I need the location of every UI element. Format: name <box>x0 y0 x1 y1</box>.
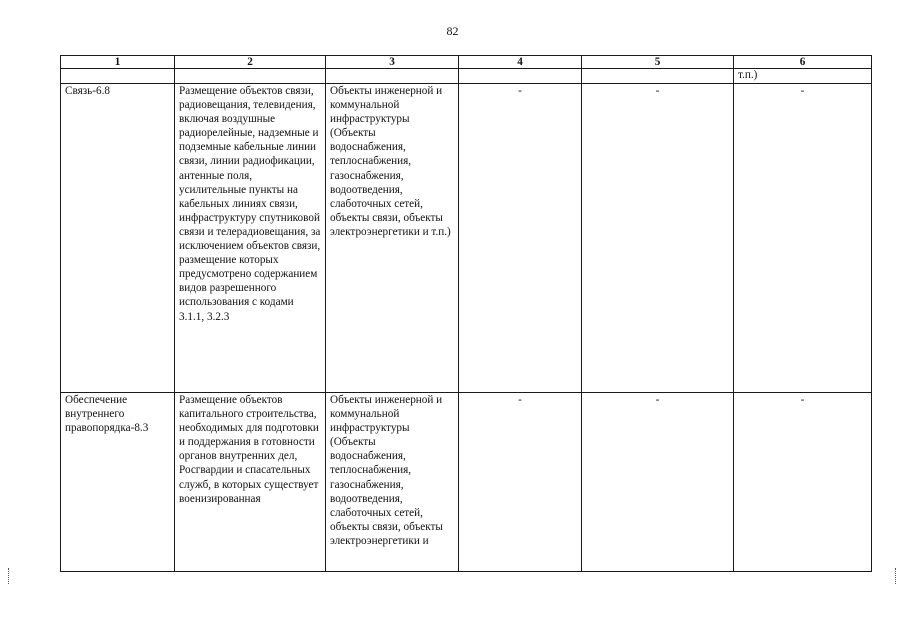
continuation-cell-2 <box>175 69 326 84</box>
column-header-3: 3 <box>326 56 459 69</box>
continuation-cell-1 <box>61 69 175 84</box>
column-header-6: 6 <box>734 56 872 69</box>
col6-value: - <box>734 84 872 393</box>
permitted-objects: Объекты инженерной и коммунальной инфраструктуры (Объекты водоснабжения, теплоснабжения, газоснабжения, водоотведения, слаботочных сетей, объекты связи, объекты электроэнергетики и т.п.) <box>326 84 459 393</box>
col5-value: - <box>582 84 734 393</box>
continuation-row <box>61 69 872 84</box>
column-header-2: 2 <box>175 56 326 69</box>
use-type-name: Обеспечение внутреннего правопорядка-8.3 <box>61 393 175 572</box>
col5-value: - <box>582 393 734 572</box>
col6-value: - <box>734 393 872 572</box>
column-header-4: 4 <box>459 56 582 69</box>
header-row <box>61 56 872 69</box>
zoning-table <box>60 55 872 572</box>
table-row <box>61 393 872 572</box>
col4-value: - <box>459 84 582 393</box>
column-header-1: 1 <box>61 56 175 69</box>
page-number: 82 <box>446 24 459 38</box>
use-type-description: Размещение объектов связи, радиовещания, телевидения, включая воздушные радиорелейные, надземные и подземные кабельные линии связи, линии радиофикации, антенные поля, усилительные пункты на кабельных линиях связи, инфраструктуру спутниковой связи и телерадиовещания, за исключением объектов связи, размещение которых предусмотрено содержанием видов разрешенного использования с кодами 3.1.1, 3.2.3 <box>175 84 326 393</box>
use-type-description: Размещение объектов капитального строительства, необходимых для подготовки и поддержания в готовности органов внутренних дел, Росгвардии и спасательных служб, в которых существует военизированная <box>175 393 326 572</box>
permitted-objects: Объекты инженерной и коммунальной инфраструктуры (Объекты водоснабжения, теплоснабжения, газоснабжения, водоотведения, слаботочных сетей, объекты связи, объекты электроэнергетики и <box>326 393 459 572</box>
column-header-5: 5 <box>582 56 734 69</box>
col4-value: - <box>459 393 582 572</box>
table-row <box>61 84 872 393</box>
continuation-cell-5 <box>582 69 734 84</box>
continuation-cell-6: т.п.) <box>734 69 872 84</box>
left-binding-mark <box>8 568 12 584</box>
continuation-cell-4 <box>459 69 582 84</box>
right-binding-mark <box>895 568 899 584</box>
continuation-cell-3 <box>326 69 459 84</box>
use-type-name: Связь-6.8 <box>61 84 175 393</box>
